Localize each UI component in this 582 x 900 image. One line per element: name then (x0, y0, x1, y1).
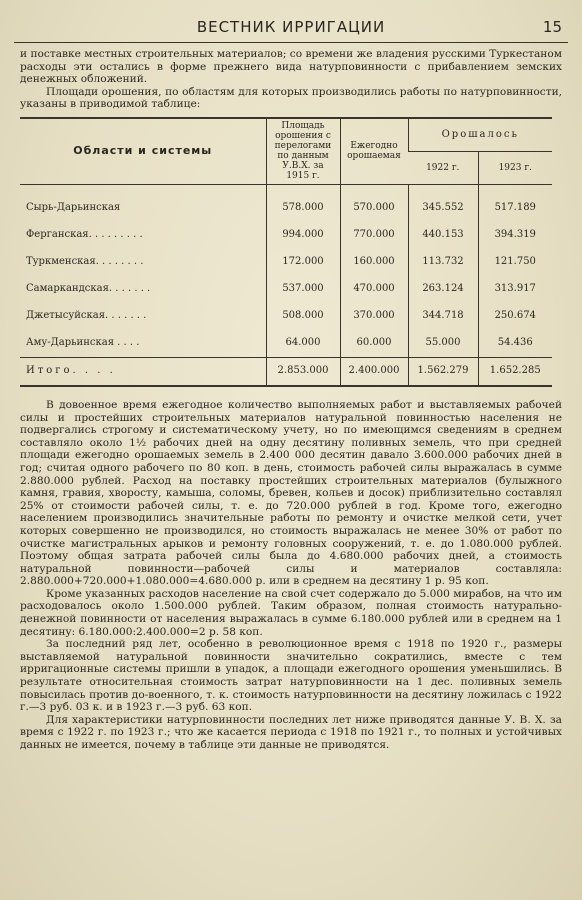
table-row (20, 303, 552, 330)
area-value: 994.000 (266, 222, 340, 249)
irrigated-1923-value: 394.319 (478, 222, 552, 249)
paragraph-3: В довоенное время ежегодное количество выполняемых работ и выставляемых рабочей силы и простейших строительных материалов натуральной повинностью населения не подвергались строгому и систематическому учету, но по имеющимся сведениям в среднем составляло около 1½ рабочих дней на одну десятину поливных земель, что при средней площади ежегодно орошаемых земель в 2.400 000 десятин давало 3.600.000 рабочих дней в год; считая одного рабочего по 80 коп. в день, стоимость рабочей силы выражалась в сумме 2.880.000 рублей. Расход на поставку простейших строительных материалов (булыжного камня, гравия, хворосту, камыша, соломы, бревен, кольев и досок) приблизительно составлял 25% от стоимости рабочей силы, т. е. до 720.000 рублей в год. Кроме того, ежегодно населением производились значительные работы по ремонту и очистке мелкой сети, учет которых совершенно не производился, но стоимость выражалась не менее 30% от работ по очистке магистральных арыков и ремонту головных сооружений, т. е. до 1.080.000 рублей. Поэтому общая затрата рабочей силы была до 4.680.000 рабочих дней, а стоимость натуральной повинности—рабочей силы и материалов составляла: 2.880.000+720.000+1.080.000=4.680.000 р. или в среднем на десятину 1 р. 95 коп. (20, 398, 562, 588)
journal-title: ВЕСТНИК ИРРИГАЦИИ (196, 18, 386, 36)
annual-value: 770.000 (340, 222, 408, 249)
irrigated-1922-value: 113.732 (408, 249, 478, 276)
annual-value: 60.000 (340, 330, 408, 358)
total-1922: 1.562.279 (408, 357, 478, 386)
irrigated-1922-value: 344.718 (408, 303, 478, 330)
table-row (20, 330, 552, 358)
irrigated-1923-value: 517.189 (478, 184, 552, 222)
table-row (20, 184, 552, 222)
table-total-row (20, 357, 552, 386)
table-row (20, 249, 552, 276)
region-name: Самаркандская. . . . . . . (26, 283, 151, 295)
region-name: Туркменская. . . . . . . . (26, 256, 144, 268)
header-area-1915: Площадь орошения с перелогами по данным У.В.Х. за 1915 г. (266, 118, 340, 185)
irrigated-1923-value: 121.750 (478, 249, 552, 276)
paragraph-4: Кроме указанных расходов население на свой счет содержало до 5.000 мирабов, на что им расходовалось около 1.500.000 рублей. Таким образом, полная стоимость натурально-денежной повинности от населения выражалась в сумме 6.180.000 рублей или в среднем на 1 десятину: 6.180.000:2.400.000=2 р. 58 коп. (20, 587, 562, 638)
header-annual: Ежегодно орошаемая (340, 118, 408, 185)
total-label: Итого. . . . (20, 357, 266, 386)
paragraph-1: и поставке местных строительных материалов; со времени же владения русскими Туркестаном расходы эти остались в форме прежнего вида натурповинности с прибавлением земских денежных обложений. (20, 48, 562, 86)
area-value: 172.000 (266, 249, 340, 276)
table-row (20, 222, 552, 249)
total-area: 2.853.000 (266, 357, 340, 386)
page-body (20, 48, 562, 752)
total-annual: 2.400.000 (340, 357, 408, 386)
annual-value: 370.000 (340, 303, 408, 330)
header-year-1923: 1923 г. (478, 151, 552, 184)
region-name: Сырь-Дарьинская (26, 202, 121, 214)
table-row (20, 276, 552, 303)
paragraph-2: Площади орошения, по областям для которых производились работы по натурповинности, указаны в приводимой таблице: (20, 85, 562, 111)
irrigated-1923-value: 250.674 (478, 303, 552, 330)
total-1923: 1.652.285 (478, 357, 552, 386)
paragraph-6: Для характеристики натурповинности последних лет ниже приводятся данные У. В. Х. за время с 1922 г. по 1923 г.; что же касается периода с 1918 по 1921 г., то полных и устойчивых данных не имеется, почему в таблице эти данные не приводятся. (20, 713, 562, 751)
region-name: Аму-Дарьинская . . . . (26, 337, 140, 349)
irrigated-1922-value: 55.000 (408, 330, 478, 358)
annual-value: 470.000 (340, 276, 408, 303)
page-number: 15 (542, 18, 562, 36)
area-value: 537.000 (266, 276, 340, 303)
annual-value: 160.000 (340, 249, 408, 276)
paragraph-5: За последний ряд лет, особенно в революционное время с 1918 по 1920 г., размеры выставляемой натуральной повинности значительно сократились, вместе с тем ирригационные системы пришли в упадок, а площади ежегодного орошения уменьшились. В результате относительная стоимость затрат натурповинности на 1 дес. поливных земель повысилась против до-военного, т. к. стоимость натурповинности на десятину ложилась с 1922 г.—3 руб. 03 к. и в 1923 г.—3 руб. 63 коп. (20, 638, 562, 714)
irrigation-area-table (20, 117, 552, 387)
area-value: 578.000 (266, 184, 340, 222)
header-regions: Области и системы (73, 144, 213, 158)
irrigated-1922-value: 263.124 (408, 276, 478, 303)
irrigated-1922-value: 440.153 (408, 222, 478, 249)
area-value: 64.000 (266, 330, 340, 358)
header-irrigated: Орошалось (408, 118, 552, 152)
header-year-1922: 1922 г. (426, 162, 460, 173)
annual-value: 570.000 (340, 184, 408, 222)
running-header (14, 14, 568, 43)
region-name: Ферганская. . . . . . . . . (26, 229, 143, 241)
irrigated-1922-value: 345.552 (408, 184, 478, 222)
area-value: 508.000 (266, 303, 340, 330)
region-name: Джетысуйская. . . . . . . (26, 310, 147, 322)
irrigated-1923-value: 313.917 (478, 276, 552, 303)
irrigated-1923-value: 54.436 (478, 330, 552, 358)
